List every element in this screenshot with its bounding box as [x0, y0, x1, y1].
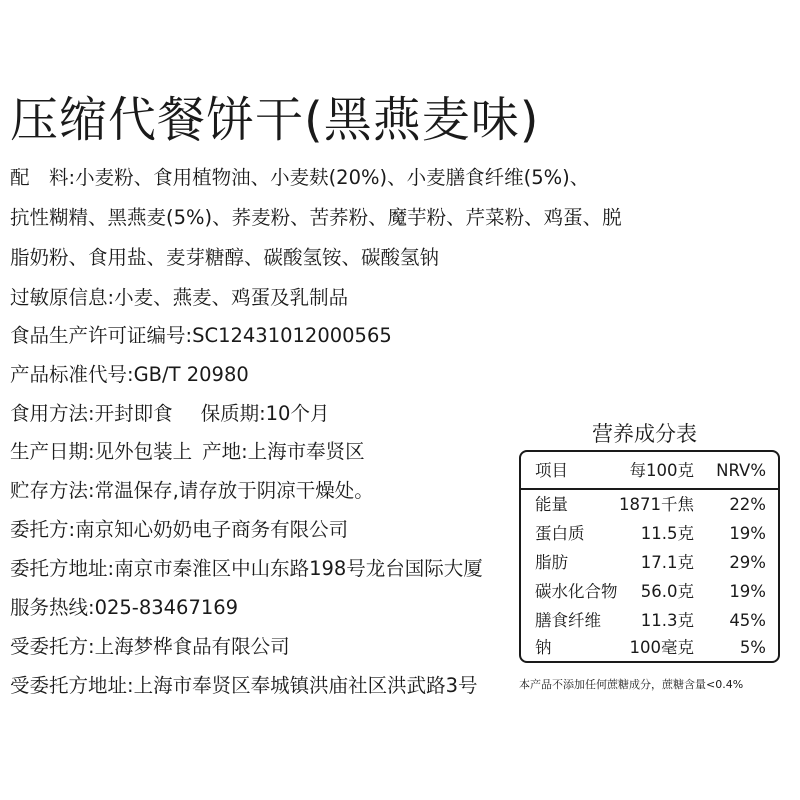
nutrient-nrv: 5%	[739, 638, 766, 657]
nutrient-name: 钠	[535, 638, 552, 657]
product-standard: 产品标准代号:GB/T 20980	[10, 363, 249, 386]
storage-method: 贮存方法:常温保存,请存放于阴凉干燥处。	[10, 479, 374, 502]
nutrient-amount: 11.3克	[640, 611, 694, 630]
ingredients-line-2: 抗性糊精、黑燕麦(5%)、荞麦粉、苦荞粉、魔芋粉、芹菜粉、鸡蛋、脱	[10, 206, 622, 229]
nutrition-row-sodium	[521, 633, 778, 663]
nutrient-nrv: 22%	[729, 495, 766, 514]
origin: 产地:上海市奉贤区	[202, 440, 365, 463]
shelf-life: 保质期:10个月	[200, 402, 330, 425]
nutrient-nrv: 45%	[729, 611, 766, 630]
nutrition-table-title: 营养成分表	[592, 422, 697, 446]
ingredients-line-3: 脂奶粉、食用盐、麦芽糖醇、碳酸氢铵、碳酸氢钠	[10, 246, 440, 269]
nutrient-name: 能量	[535, 495, 568, 514]
nutrition-row-dietary-fiber	[521, 606, 778, 636]
nutrition-header-per-100g: 每100克	[629, 461, 694, 480]
client-company: 委托方:南京知心奶奶电子商务有限公司	[10, 518, 349, 541]
nutrition-header-row	[521, 456, 778, 486]
nutrition-row-fat	[521, 548, 778, 578]
nutrition-row-protein	[521, 519, 778, 549]
allergen-info: 过敏原信息:小麦、燕麦、鸡蛋及乳制品	[10, 286, 349, 309]
client-address: 委托方地址:南京市秦淮区中山东路198号龙台国际大厦	[10, 557, 483, 580]
nutrition-header-nrv: NRV%	[716, 461, 766, 480]
nutrition-header-item: 项目	[535, 461, 568, 480]
nutrition-row-energy	[521, 490, 778, 520]
nutrition-table	[519, 450, 780, 663]
sucrose-note: 本产品不添加任何蔗糖成分，蔗糖含量<0.4%	[519, 678, 744, 691]
production-date: 生产日期:见外包装上	[10, 440, 193, 463]
product-title: 压缩代餐饼干(黑燕麦味)	[10, 92, 540, 148]
nutrient-name: 膳食纤维	[535, 611, 601, 630]
nutrient-nrv: 29%	[729, 553, 766, 572]
date-and-origin	[10, 436, 365, 464]
service-hotline: 服务热线:025-83467169	[10, 596, 239, 619]
nutrient-nrv: 19%	[729, 524, 766, 543]
nutrient-name: 蛋白质	[535, 524, 585, 543]
contractor-company: 受委托方:上海梦桦食品有限公司	[10, 635, 290, 658]
ingredients-line-1: 配 料:小麦粉、食用植物油、小麦麸(20%)、小麦膳食纤维(5%)、	[10, 166, 590, 189]
nutrient-nrv: 19%	[729, 582, 766, 601]
nutrition-row-carbohydrate	[521, 577, 778, 607]
contractor-address: 受委托方地址:上海市奉贤区奉城镇洪庙社区洪武路3号	[10, 674, 478, 697]
nutrient-amount: 1871千焦	[619, 495, 694, 514]
production-license: 食品生产许可证编号:SC12431012000565	[10, 324, 392, 347]
usage-and-shelf-life	[10, 398, 329, 426]
nutrient-amount: 56.0克	[640, 582, 694, 601]
usage-method: 食用方法:开封即食	[10, 402, 173, 425]
nutrient-amount: 100毫克	[629, 638, 694, 657]
nutrient-name: 脂肪	[535, 553, 568, 572]
nutrient-amount: 11.5克	[640, 524, 694, 543]
nutrient-amount: 17.1克	[640, 553, 694, 572]
nutrient-name: 碳水化合物	[535, 582, 618, 601]
